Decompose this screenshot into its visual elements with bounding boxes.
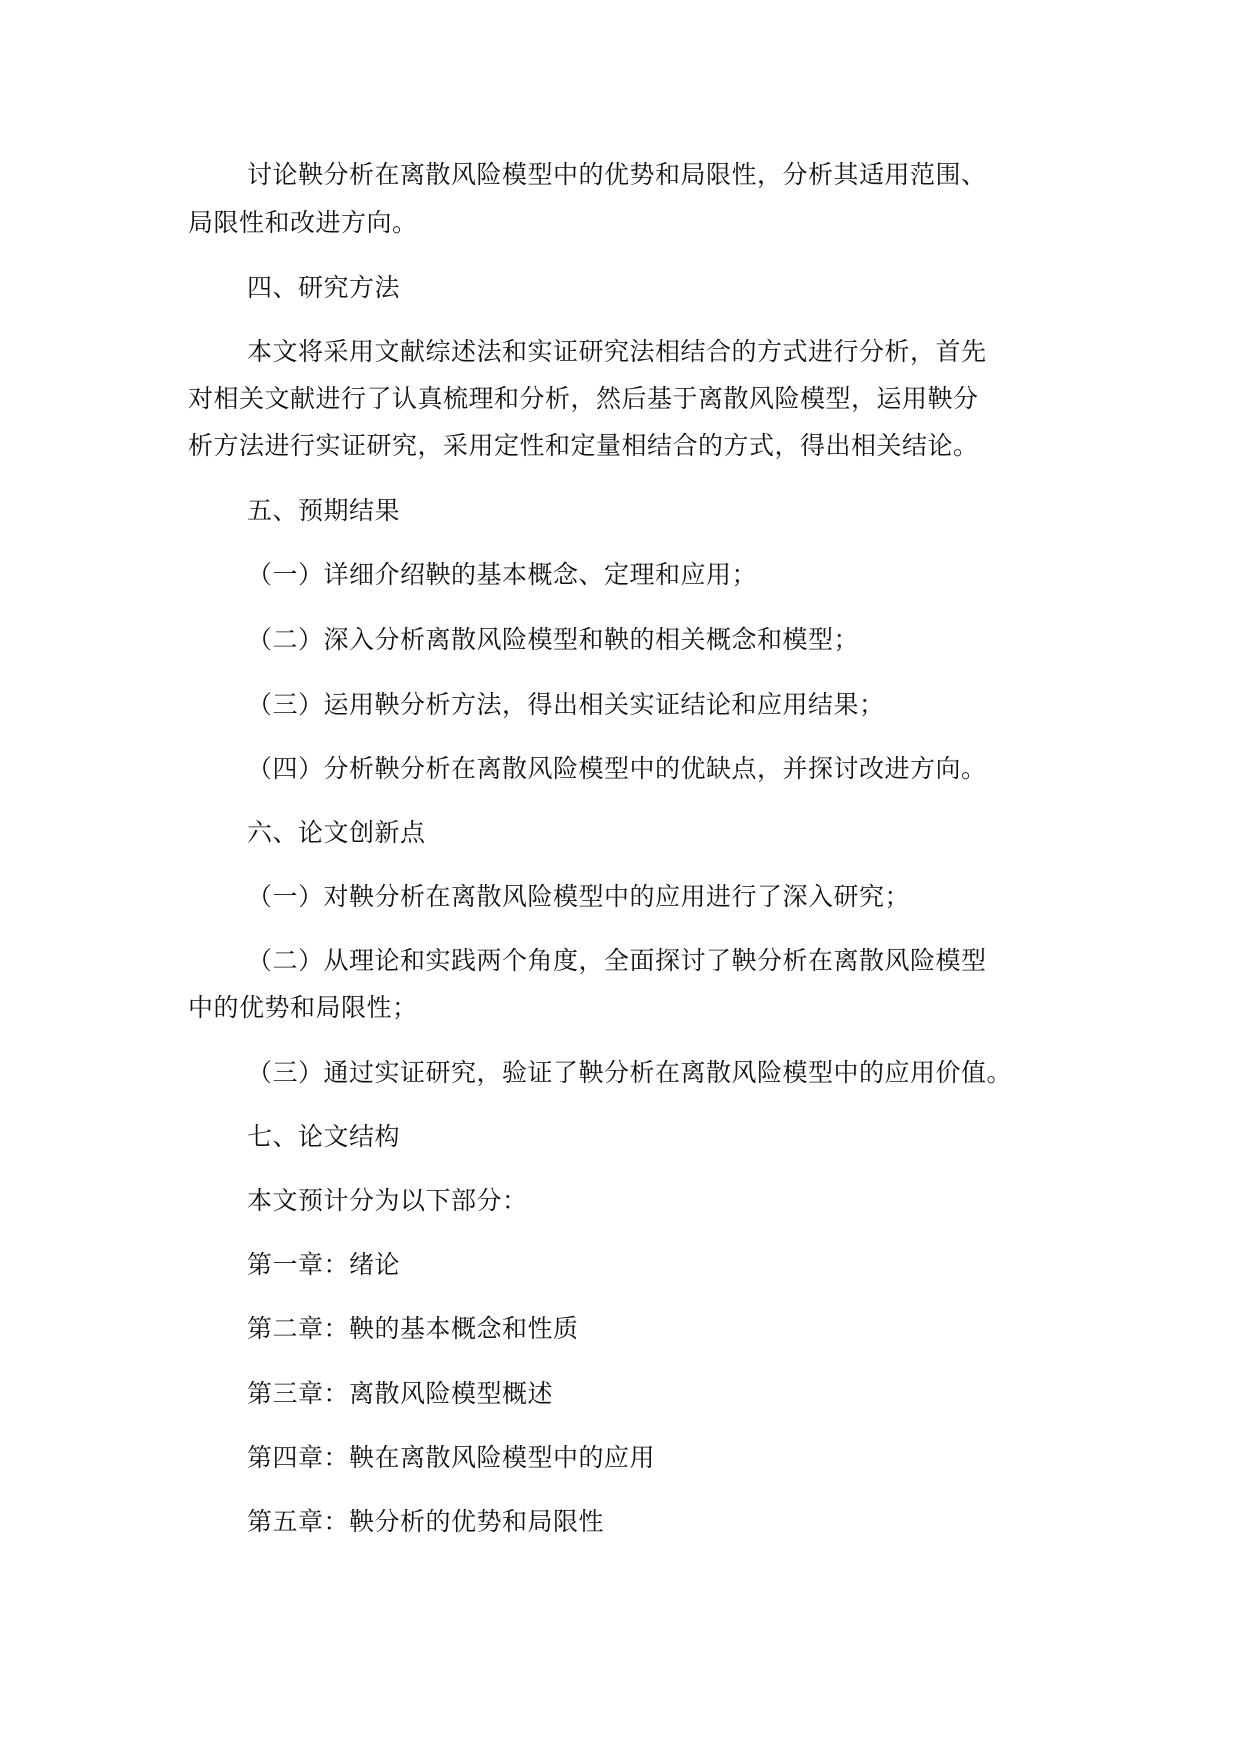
- list-item: （一）详细介绍鞅的基本概念、定理和应用；: [247, 560, 758, 589]
- list-item: （二）从理论和实践两个角度，全面探讨了鞅分析在离散风险模型: [247, 946, 987, 975]
- chapter-item: 第二章：鞅的基本概念和性质: [247, 1314, 579, 1343]
- paragraph-line: 本文将采用文献综述法和实证研究法相结合的方式进行分析，首先: [247, 337, 987, 366]
- list-item: （二）深入分析离散风险模型和鞅的相关概念和模型；: [247, 625, 860, 654]
- section-heading: 七、论文结构: [247, 1122, 401, 1151]
- section-heading: 四、研究方法: [247, 273, 401, 302]
- paragraph-line: 析方法进行实证研究，采用定性和定量相结合的方式，得出相关结论。: [188, 431, 979, 460]
- chapter-item: 第三章：离散风险模型概述: [247, 1379, 554, 1408]
- list-item: （三）通过实证研究，验证了鞅分析在离散风险模型中的应用价值。: [247, 1058, 1013, 1087]
- list-item-continuation: 中的优势和局限性；: [188, 993, 418, 1022]
- section-heading: 五、预期结果: [247, 496, 401, 525]
- chapter-item: 第四章：鞅在离散风险模型中的应用: [247, 1443, 656, 1472]
- chapter-item: 第一章：绪论: [247, 1250, 401, 1279]
- paragraph-line: 局限性和改进方向。: [188, 208, 418, 237]
- paragraph-line: 对相关文献进行了认真梳理和分析，然后基于离散风险模型，运用鞅分: [188, 384, 979, 413]
- paragraph-line: 讨论鞅分析在离散风险模型中的优势和局限性，分析其适用范围、: [247, 160, 987, 189]
- list-item: （四）分析鞅分析在离散风险模型中的优缺点，并探讨改进方向。: [247, 754, 987, 783]
- chapter-item: 第五章：鞅分析的优势和局限性: [247, 1507, 605, 1536]
- paragraph-line: 本文预计分为以下部分：: [247, 1186, 528, 1215]
- list-item: （三）运用鞅分析方法，得出相关实证结论和应用结果；: [247, 690, 885, 719]
- list-item: （一）对鞅分析在离散风险模型中的应用进行了深入研究；: [247, 882, 911, 911]
- section-heading: 六、论文创新点: [247, 818, 426, 847]
